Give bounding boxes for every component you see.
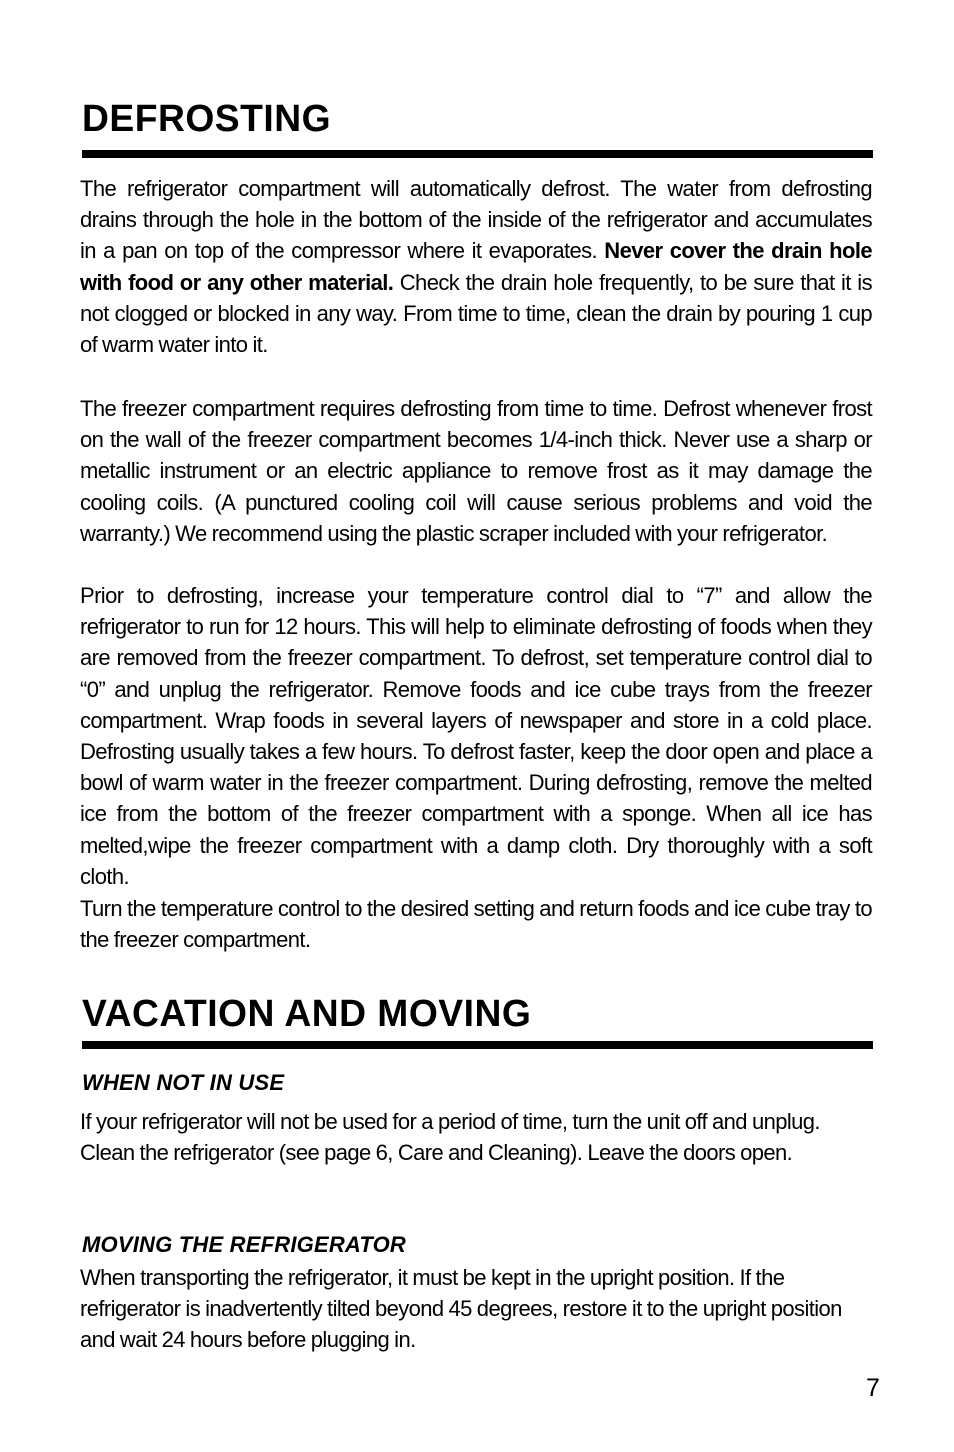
- page-number: 7: [866, 1374, 880, 1402]
- defrosting-paragraph-procedure: Prior to defrosting, increase your temperature control dial to “7” and allow the refrigerator to run for 12 hours. This will help to eliminate defrosting of foods when they are removed from the freezer compartment. To defrost, set temperature control dial to “0” and unplug the refrigerator. Remove foods and ice cube trays from the freezer compartment. Wrap foods in several layers of newspaper and store in a cold place. Defrosting usually takes a few hours. To defrost faster, keep the door open and place a bowl of warm water in the freezer compartment. During defrosting, remove the melted ice from the bottom of the freezer compartment with a sponge. When all ice has melted,wipe the freezer compartment with a damp cloth. Dry thoroughly with a soft cloth.: [80, 583, 872, 889]
- when-not-in-use-paragraph: If your refrigerator will not be used for a period of time, turn the unit off and unplug. Clean the refrigerator (see page 6, Care and Cleaning). Leave the doors open.: [80, 1109, 820, 1166]
- moving-paragraph: When transporting the refrigerator, it must be kept in the upright position. If the refrigerator is inadvertently tilted beyond 45 degrees, restore it to the upright position and wait 24 hours before plugging in.: [80, 1265, 842, 1353]
- defrosting-paragraph-freezer: The freezer compartment requires defrosting from time to time. Defrost whenever frost on the wall of the freezer compartment becomes 1/4-inch thick. Never use a sharp or metallic instrument or an electric appliance to remove frost as it may damage the cooling coils. (A punctured cooling coil will cause serious problems and void the warranty.) We recommend using the plastic scraper included with your refrigerator.: [80, 396, 872, 546]
- moving-heading: MOVING THE REFRIGERATOR: [82, 1232, 407, 1257]
- defrosting-heading: DEFROSTING: [82, 98, 332, 140]
- defrosting-paragraph-finish: Turn the temperature control to the desired setting and return foods and ice cube tray to the freezer compartment.: [80, 896, 872, 953]
- when-not-in-use-heading: WHEN NOT IN USE: [82, 1070, 285, 1095]
- defrosting-paragraph-drain: [80, 173, 872, 360]
- vacation-heading: VACATION AND MOVING: [82, 993, 532, 1035]
- vacation-heading-rule: [82, 1041, 873, 1049]
- defrosting-drain-warning: Never cover the drain hole with food or any other material.: [80, 238, 872, 295]
- defrosting-drain-text-a: The refrigerator compartment will automatically defrost. The water from defrosting drains through the hole in the bottom of the inside of the refrigerator and accumulates in a pan on top of the compressor where it evaporates.: [80, 176, 872, 264]
- defrosting-heading-rule: [82, 150, 873, 158]
- defrosting-drain-text-b: Check the drain hole frequently, to be sure that it is not clogged or blocked in any way. From time to time, clean the drain by pouring 1 cup of warm water into it.: [80, 269, 872, 358]
